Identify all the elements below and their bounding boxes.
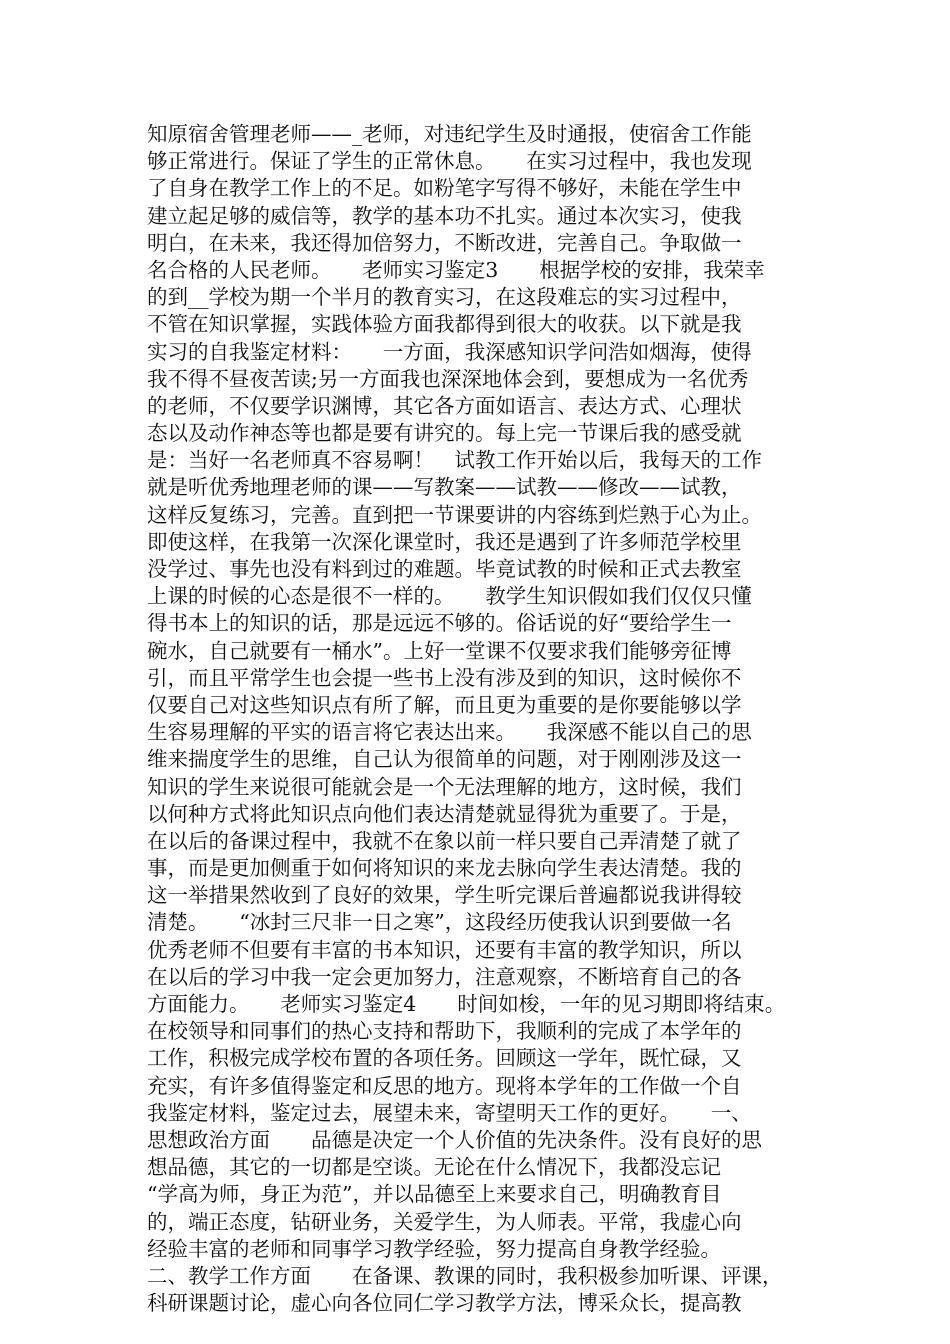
text-line: 仅要自己对这些知识点有所了解，而且更为重要的是你要能够以学 xyxy=(147,692,742,717)
text-line: 就是听优秀地理老师的课——写教案——试教——修改——试教， xyxy=(147,475,742,500)
text-line: 的老师，不仅要学识渊博，其它各方面如语言、表达方式、心理状 xyxy=(147,393,742,418)
text-line: 科研课题讨论，虚心向各位同仁学习教学方法，博采众长，提高教 xyxy=(147,1291,742,1316)
body-text xyxy=(147,121,827,1317)
text-line: 引，而且平常学生也会提一些书上没有涉及到的知识，这时候你不 xyxy=(147,665,742,690)
text-line: 上课的时候的心态是很不一样的。 教学生知识假如我们仅仅只懂 xyxy=(147,584,752,609)
text-line: 以何种方式将此知识点向他们表达清楚就显得犹为重要了。于是， xyxy=(147,801,742,826)
text-line: 思想政治方面 品德是决定一个人价值的先决条件。没有良好的思 xyxy=(147,1127,762,1152)
text-line: 了自身在教学工作上的不足。如粉笔字写得不够好，未能在学生中 xyxy=(147,176,742,201)
text-line: 生容易理解的平实的语言将它表达出来。 我深感不能以自己的思 xyxy=(147,720,752,745)
text-line: 得书本上的知识的话，那是远远不够的。俗话说的好“要给学生一 xyxy=(147,611,732,636)
text-line: 维来揣度学生的思维，自己认为很简单的问题，对于刚刚涉及这一 xyxy=(147,747,742,772)
text-line: 方面能力。 老师实习鉴定4 时间如梭，一年的见习期即将结束。 xyxy=(147,992,786,1016)
text-line: 充实，有许多值得鉴定和反思的地方。现将本学年的工作做一个自 xyxy=(147,1073,742,1098)
text-line: “学高为师，身正为范”，并以品德至上来要求自己，明确教育目 xyxy=(147,1182,722,1207)
text-line: 这样反复练习，完善。直到把一节课要讲的内容练到烂熟于心为止。 xyxy=(147,502,762,527)
text-line: 我不得不昼夜苦读;另一方面我也深深地体会到，要想成为一名优秀 xyxy=(147,366,749,391)
text-line: 够正常进行。保证了学生的正常休息。 在实习过程中，我也发现 xyxy=(147,149,752,174)
text-line: 不管在知识掌握，实践体验方面我都得到很大的收获。以下就是我 xyxy=(147,312,742,337)
text-line: 明白，在未来，我还得加倍努力，不断改进，完善自己。争取做一 xyxy=(147,230,742,255)
text-line: 碗水，自己就要有一桶水”。上好一堂课不仅要求我们能够旁征博 xyxy=(147,638,732,663)
text-line: 想品德，其它的一切都是空谈。无论在什么情况下，我都没忘记 xyxy=(147,1155,721,1180)
text-line: 的到__学校为期一个半月的教育实习，在这段难忘的实习过程中， xyxy=(147,285,742,310)
text-line: 工作，积极完成学校布置的各项任务。回顾这一学年，既忙碌，又 xyxy=(147,1046,742,1071)
text-line: 我鉴定材料，鉴定过去，展望未来，寄望明天工作的更好。 一、 xyxy=(147,1100,752,1125)
text-line: 没学过、事先也没有料到过的难题。毕竟试教的时候和正式去教室 xyxy=(147,557,742,581)
text-line: 清楚。 “冰封三尺非一日之寒”，这段经历使我认识到要做一名 xyxy=(147,910,732,935)
text-line: 知原宿舍管理老师——_老师，对违纪学生及时通报，使宿舍工作能 xyxy=(147,122,752,146)
text-line: 这一举措果然收到了良好的效果，学生听完课后普遍都说我讲得较 xyxy=(147,883,742,908)
text-line: 建立起足够的威信等，教学的基本功不扎实。通过本次实习，使我 xyxy=(147,203,742,228)
text-line: 在校领导和同事们的热心支持和帮助下，我顺利的完成了本学年的 xyxy=(147,1019,742,1044)
text-line: 在以后的学习中我一定会更加努力，注意观察，不断培育自己的各 xyxy=(147,964,742,989)
text-line: 优秀老师不但要有丰富的书本知识，还要有丰富的教学知识，所以 xyxy=(147,937,742,962)
text-line: 态以及动作神态等也都是要有讲究的。每上完一节课后我的感受就 xyxy=(147,421,742,446)
text-line: 知识的学生来说很可能就会是一个无法理解的地方，这时候，我们 xyxy=(147,774,742,799)
text-line: 实习的自我鉴定材料： 一方面，我深感知识学问浩如烟海，使得 xyxy=(147,339,752,364)
text-line: 的，端正态度，钻研业务，关爱学生，为人师表。平常，我虚心向 xyxy=(147,1209,742,1234)
text-line: 经验丰富的老师和同事学习教学经验，努力提高自身教学经验。 xyxy=(147,1236,721,1261)
text-line: 二、教学工作方面 在备课、教课的同时，我积极参加听课、评课， xyxy=(147,1263,783,1288)
text-line: 名合格的人民老师。 老师实习鉴定3 根据学校的安排，我荣幸 xyxy=(147,257,765,282)
text-line: 在以后的备课过程中，我就不在象以前一样只要自己弄清楚了就了 xyxy=(147,828,742,853)
text-line: 即使这样，在我第一次深化课堂时，我还是遇到了许多师范学校里 xyxy=(147,529,742,554)
text-line: 是：当好一名老师真不容易啊！ 试教工作开始以后，我每天的工作 xyxy=(147,448,762,473)
text-line: 事，而是更加侧重于如何将知识的来龙去脉向学生表达清楚。我的 xyxy=(147,856,742,881)
